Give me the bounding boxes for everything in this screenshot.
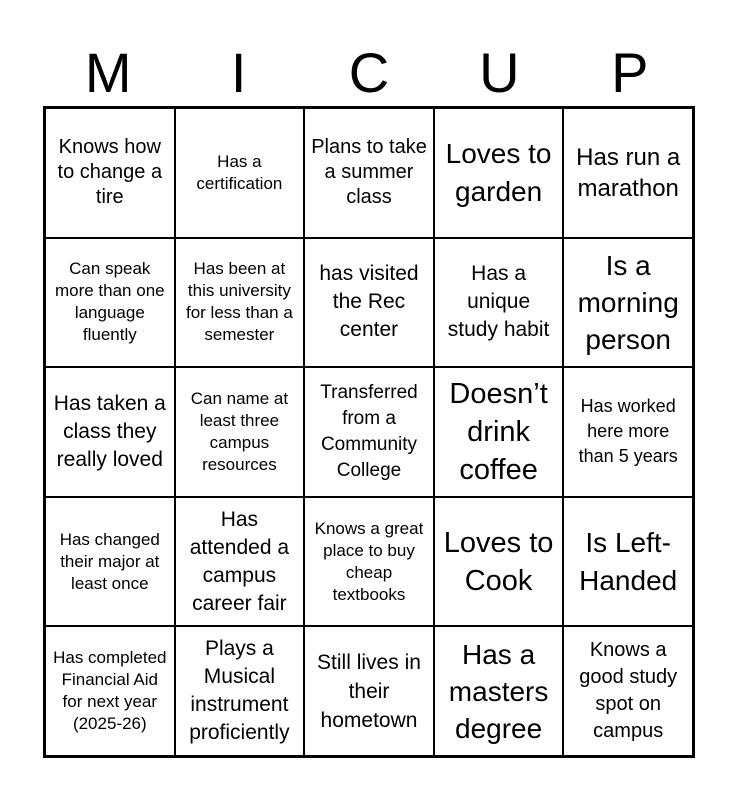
cell-text: Has completed Financial Aid for next year (2025-26) <box>53 648 167 734</box>
cell-text: Transferred from a Community College <box>320 381 418 481</box>
bingo-cell-r3c5[interactable] <box>563 367 693 497</box>
bingo-cell-r4c3[interactable] <box>304 497 434 627</box>
bingo-cell-r1c1[interactable] <box>45 108 175 238</box>
cell-text: Still lives in their hometown <box>317 650 421 732</box>
cell-text: Loves to Cook <box>443 526 554 597</box>
bingo-cell-r4c4[interactable] <box>434 497 564 627</box>
bingo-cell-r5c5[interactable] <box>563 626 693 756</box>
bingo-cell-r2c5[interactable] <box>563 238 693 368</box>
cell-text: Can speak more than one language fluently <box>54 259 165 345</box>
bingo-cell-r5c1[interactable] <box>45 626 175 756</box>
bingo-cell-r1c2[interactable] <box>175 108 305 238</box>
bingo-cell-r4c2[interactable] <box>175 497 305 627</box>
cell-text: Has a unique study habit <box>447 262 550 342</box>
cell-text: Has been at this university for less than a semester <box>186 259 293 345</box>
cell-text: Knows a good study spot on campus <box>579 639 678 743</box>
bingo-cell-r3c2[interactable] <box>175 367 305 497</box>
bingo-cell-r5c4[interactable] <box>434 626 564 756</box>
header-letter-i: I <box>230 41 247 104</box>
header-letter-p: P <box>611 41 649 104</box>
cell-text: Has worked here more than 5 years <box>578 396 678 467</box>
cell-text: Can name at least three campus resources <box>190 388 289 474</box>
bingo-cell-r2c4[interactable] <box>434 238 564 368</box>
cell-text: Is a morning person <box>577 249 679 355</box>
cell-text: Has attended a campus career fair <box>189 507 290 615</box>
bingo-cell-r2c1[interactable] <box>45 238 175 368</box>
cell-text: Loves to garden <box>445 137 552 207</box>
bingo-cell-r1c5[interactable] <box>563 108 693 238</box>
bingo-cell-r4c1[interactable] <box>45 497 175 627</box>
cell-text: Has a certification <box>196 151 283 193</box>
bingo-cell-r3c4[interactable] <box>434 367 564 497</box>
cell-text: Knows a great place to buy cheap textbooks <box>314 518 424 604</box>
bingo-cell-r3c3[interactable] <box>304 367 434 497</box>
cell-text: Plans to take a summer class <box>311 136 427 209</box>
header-letter-c: C <box>348 41 390 104</box>
cell-text: Plays a Musical instrument proficiently <box>189 637 290 745</box>
bingo-cell-r5c3[interactable] <box>304 626 434 756</box>
cell-text: Has a masters degree <box>448 638 549 744</box>
cell-text: Knows how to change a tire <box>57 136 163 209</box>
cell-text: Doesn’t drink coffee <box>449 377 548 486</box>
bingo-cell-r2c3[interactable] <box>304 238 434 368</box>
bingo-cell-r1c3[interactable] <box>304 108 434 238</box>
bingo-header <box>43 40 695 106</box>
bingo-board <box>43 106 695 758</box>
header-letter-m: M <box>84 41 132 104</box>
cell-text: Has run a marathon <box>576 143 681 202</box>
cell-text: Has taken a class they really loved <box>53 391 166 471</box>
bingo-cell-r1c4[interactable] <box>434 108 564 238</box>
bingo-cell-r3c1[interactable] <box>45 367 175 497</box>
cell-text: Has changed their major at least once <box>59 529 160 593</box>
cell-text: Is Left-Handed <box>579 526 678 596</box>
header-letter-u: U <box>479 41 520 104</box>
bingo-cell-r4c5[interactable] <box>563 497 693 627</box>
bingo-cell-r2c2[interactable] <box>175 238 305 368</box>
cell-text: has visited the Rec center <box>319 262 419 342</box>
bingo-cell-r5c2[interactable] <box>175 626 305 756</box>
